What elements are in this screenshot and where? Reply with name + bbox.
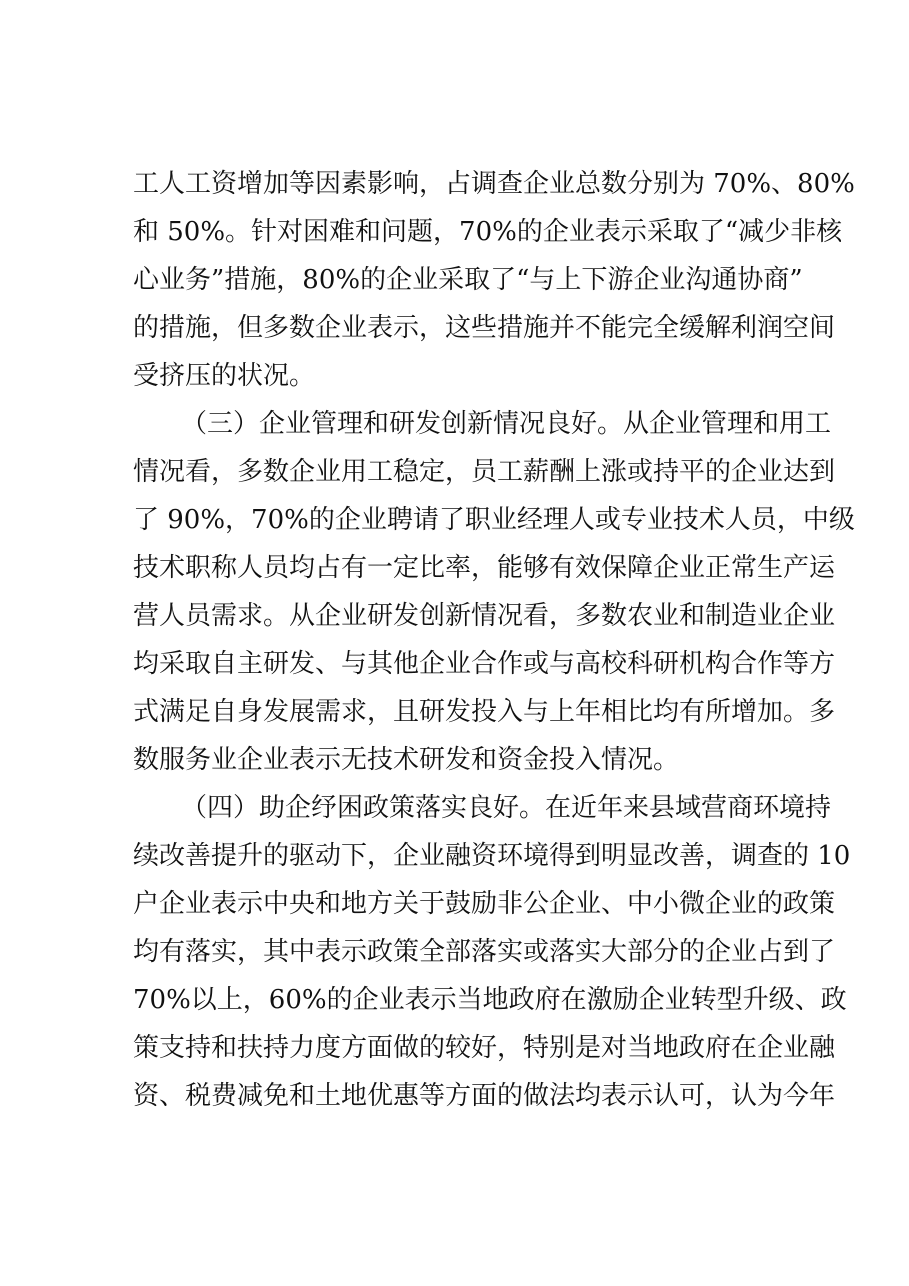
text-line: 心业务”措施，80%的企业采取了“与上下游企业沟通协商” [133, 265, 803, 295]
text-line: 营人员需求。从企业研发创新情况看，多数农业和制造业企业 [133, 601, 836, 631]
text-line: 情况看，多数企业用工稳定，员工薪酬上涨或持平的企业达到 [133, 457, 836, 487]
text-line: 均采取自主研发、与其他企业合作或与高校科研机构合作等方 [133, 649, 836, 679]
text-line: 工人工资增加等因素影响，占调查企业总数分别为 70%、80% [133, 169, 855, 199]
section-heading-line: （三）企业管理和研发创新情况良好。从企业管理和用工 [181, 409, 832, 439]
text-line: 的措施，但多数企业表示，这些措施并不能完全缓解利润空间 [133, 313, 836, 343]
text-line: 和 50%。针对困难和问题，70%的企业表示采取了“减少非核 [133, 217, 843, 247]
section-heading-line: （四）助企纾困政策落实良好。在近年来县域营商环境持 [181, 793, 832, 823]
text-line: 续改善提升的驱动下，企业融资环境得到明显改善，调查的 10 [133, 841, 851, 871]
text-line: 了 90%，70%的企业聘请了职业经理人或专业技术人员，中级 [133, 505, 855, 535]
text-line: 数服务业企业表示无技术研发和资金投入情况。 [133, 745, 680, 775]
text-line: 户企业表示中央和地方关于鼓励非公企业、中小微企业的政策 [133, 889, 836, 919]
text-line: 式满足自身发展需求，且研发投入与上年相比均有所增加。多 [133, 697, 836, 727]
text-line: 技术职称人员均占有一定比率，能够有效保障企业正常生产运 [133, 553, 836, 583]
text-line: 受挤压的状况。 [133, 361, 316, 391]
text-line: 70%以上，60%的企业表示当地政府在激励企业转型升级、政 [133, 985, 847, 1015]
text-line: 策支持和扶持力度方面做的较好，特别是对当地政府在企业融 [133, 1033, 836, 1063]
text-line: 资、税费减免和土地优惠等方面的做法均表示认可，认为今年 [133, 1081, 836, 1111]
text-line: 均有落实，其中表示政策全部落实或落实大部分的企业占到了 [133, 937, 836, 967]
